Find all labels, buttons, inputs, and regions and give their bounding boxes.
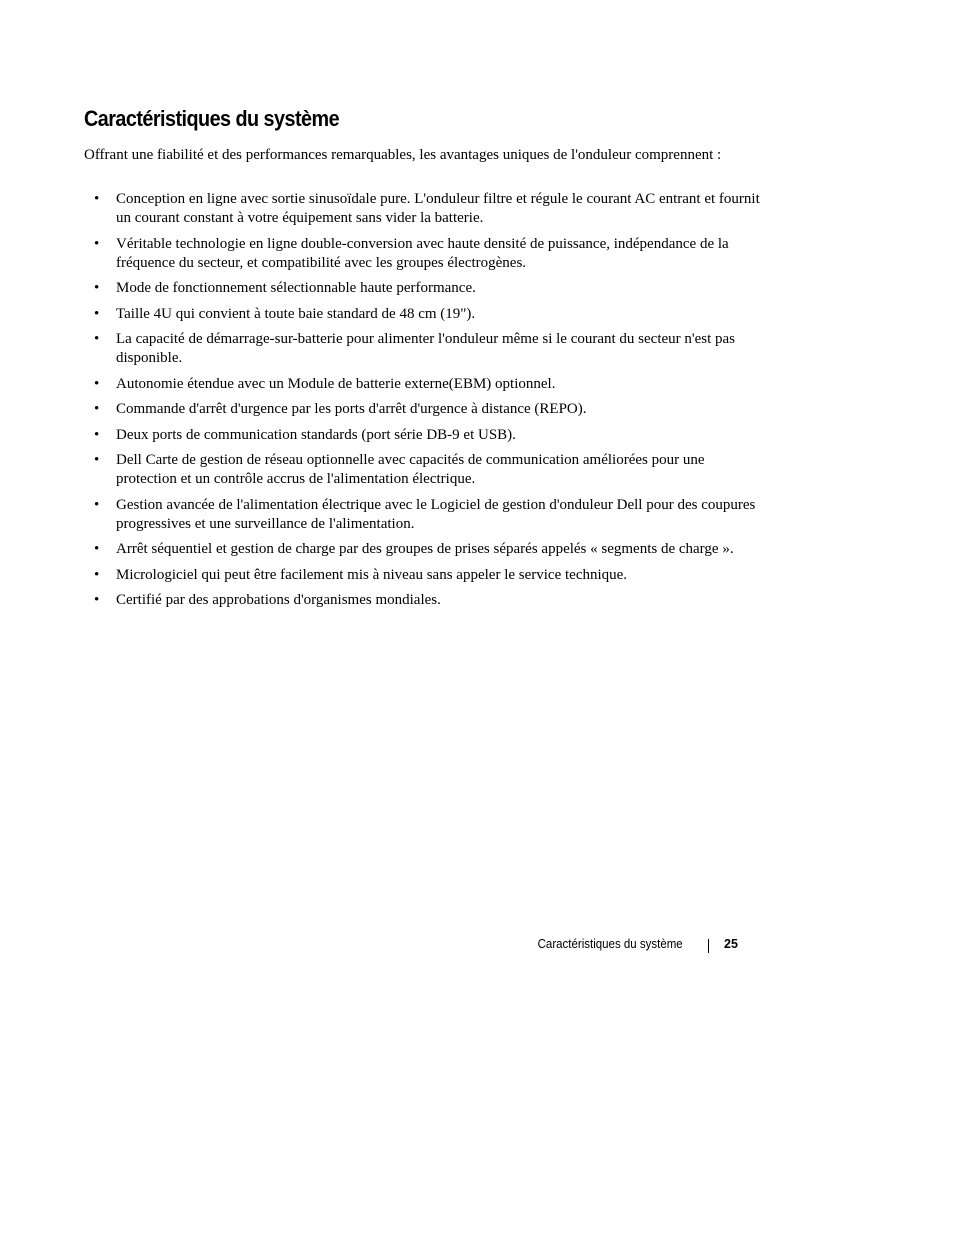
feature-list-item [84,451,764,489]
feature-text: Arrêt séquentiel et gestion de charge par des groupes de prises séparés appelés « segments de charge ». [116,541,734,557]
feature-text: Certifié par des approbations d'organismes mondiales. [116,592,441,608]
feature-text: Mode de fonctionnement sélectionnable haute performance. [116,280,476,296]
feature-list-item [84,426,764,445]
feature-list [84,190,764,617]
feature-list-item [84,496,764,534]
bullet-marker: • [94,496,100,513]
bullet-marker: • [94,592,100,608]
footer-separator [708,939,709,953]
feature-list-item [84,190,764,228]
feature-text: Véritable technologie en ligne double-conversion avec haute densité de puissance, indépendance de la fréquence du secteur, et compatibilité avec les groupes électrogènes. [116,235,729,271]
feature-text: La capacité de démarrage-sur-batterie pour alimenter l'onduleur même si le courant du secteur n'est pas disponible. [116,331,735,366]
feature-list-item [84,566,764,585]
section-heading: Caractéristiques du système [84,106,340,131]
bullet-marker: • [94,401,100,417]
bullet-marker: • [94,426,100,443]
bullet-marker: • [94,566,100,583]
feature-text: Micrologiciel qui peut être facilement mis à niveau sans appeler le service technique. [116,566,628,583]
bullet-marker: • [94,280,100,296]
feature-list-item [84,279,764,298]
bullet-marker: • [94,331,100,347]
bullet-marker: • [94,191,100,207]
bullet-marker: • [94,452,100,468]
feature-text: Dell Carte de gestion de réseau optionnelle avec capacités de communication améliorées pour une protection et un contrôle accrus de l'alimentation électrique. [116,452,705,487]
feature-list-item [84,540,764,559]
feature-text: Taille 4U qui convient à toute baie standard de 48 cm (19"). [116,305,476,322]
feature-text: Gestion avancée de l'alimentation électrique avec le Logiciel de gestion d'onduleur Dell pour des coupures progressives et une surveillance de l'alimentation. [116,496,756,532]
feature-text: Conception en ligne avec sortie sinusoïdale pure. L'onduleur filtre et régule le courant AC entrant et fournit un courant constant à votre équipement sans vider la batterie. [116,191,760,226]
feature-text: Commande d'arrêt d'urgence par les ports d'arrêt d'urgence à distance (REPO). [116,401,587,417]
feature-list-item [84,591,764,610]
page-number: 25 [724,937,738,951]
feature-list-item [84,375,764,394]
bullet-marker: • [94,541,100,557]
intro-paragraph: Offrant une fiabilité et des performances remarquables, les avantages uniques de l'onduleur comprennent : [84,147,722,163]
bullet-marker: • [94,235,100,252]
bullet-marker: • [94,305,100,322]
feature-list-item [84,235,764,273]
feature-list-item [84,400,764,419]
feature-list-item [84,305,764,324]
bullet-marker: • [94,375,100,392]
feature-text: Deux ports de communication standards (port série DB-9 et USB). [116,426,516,443]
feature-list-item [84,330,764,368]
footer-section-title: Caractéristiques du système [537,937,683,951]
feature-text: Autonomie étendue avec un Module de batterie externe(EBM) optionnel. [116,375,556,392]
